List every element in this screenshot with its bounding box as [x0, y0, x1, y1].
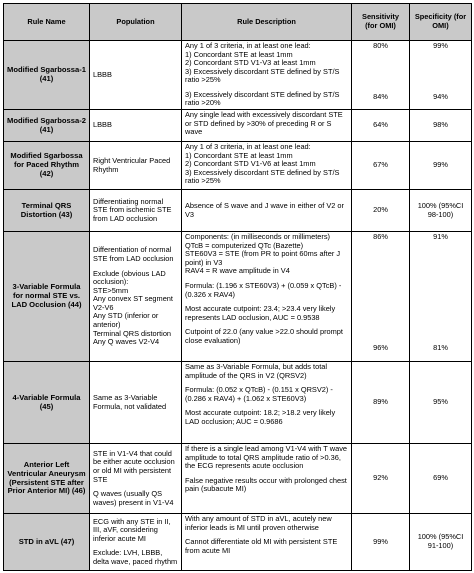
omi-rules-table: [3, 3, 472, 571]
population-text: Any STD (inferior or anterior): [93, 311, 159, 329]
population-text: Any convex ST segment V2-V6: [93, 294, 173, 312]
table-row: [4, 190, 472, 232]
description-text: 2) Concordant STD V1-V3 at least 1mm: [185, 58, 316, 68]
table-row: [4, 41, 472, 110]
description-cell: [182, 41, 352, 110]
population-text: STE in V1-V4 that could be either acute occlusion or old MI with persistent STE: [93, 448, 175, 484]
description-cell: [182, 142, 352, 190]
specificity-value: 81%: [433, 342, 448, 352]
description-text: 1) Concordant STE at least 1mm: [185, 150, 293, 160]
header-row: [4, 4, 472, 41]
description-cell: [182, 190, 352, 232]
description-text: Components: (in milliseconds or millimeters): [185, 232, 330, 242]
population-text: Exclude: LVH, LBBB, delta wave, paced rhythm: [93, 548, 178, 566]
header-rule-description: Rule Description: [182, 4, 352, 41]
specificity-value: 91%: [433, 232, 448, 242]
specificity-cell: 100% (95%CI 98-100): [410, 190, 472, 232]
description-text: Same as 3-Variable Formula, but adds total amplitude of the QRS in V2 (QRSV2): [185, 362, 327, 380]
population-cell: [90, 142, 182, 190]
population-cell: [90, 232, 182, 362]
description-text: STE60V3 = STE (from PR to point 60ms after J point) in V3: [185, 249, 341, 267]
specificity-cell: 98%: [410, 110, 472, 142]
header-rule-name: Rule Name: [4, 4, 90, 41]
sensitivity-value: 96%: [373, 342, 388, 352]
sensitivity-value: 86%: [373, 232, 388, 242]
population-cell: [90, 444, 182, 514]
sensitivity-cell: 92%: [352, 444, 410, 514]
sensitivity-value: 84%: [373, 91, 388, 101]
rule-name-cell: Modified Sgarbossa-2 (41): [4, 110, 90, 142]
description-text: Any 1 of 3 criteria, in at least one lead:: [185, 41, 311, 50]
population-text: Differentiating normal STE from ischemic STE from LAD occlusion: [93, 196, 172, 223]
description-text: 3) Excessively discordant STE defined by ST/S ratio >25%: [185, 167, 340, 186]
sensitivity-cell: 99%: [352, 514, 410, 571]
description-text: Most accurate cutpoint: 23.4; >23.4 very likely represents LAD occlusion, AUC = 0.9538: [185, 304, 336, 322]
table-row: [4, 110, 472, 142]
specificity-cell: 69%: [410, 444, 472, 514]
specificity-cell: 99%: [410, 142, 472, 190]
specificity-cell: [410, 41, 472, 110]
table-row: [4, 142, 472, 190]
population-text: Right Ventricular Paced Rhythm: [93, 155, 171, 174]
population-text: Q waves (usually QS waves) present in V1-V4: [93, 489, 174, 507]
population-cell: [90, 190, 182, 232]
rule-name-cell: Modified Sgarbossa for Paced Rhythm (42): [4, 142, 90, 190]
description-text: Formula: (1.196 x STE60V3) + (0.059 x QTcB) - (0.326 x RAV4): [185, 280, 342, 299]
sensitivity-cell: [352, 41, 410, 110]
description-text: Cannot differentiate old MI with persistent STE from acute MI: [185, 537, 338, 555]
description-cell: [182, 362, 352, 444]
population-text: Exclude (obvious LAD occlusion):: [93, 268, 166, 287]
table-row: [4, 232, 472, 362]
specificity-value: 94%: [433, 91, 448, 101]
population-text: LBBB: [93, 69, 112, 79]
rule-name-cell: STD in aVL (47): [4, 514, 90, 571]
description-text: 2) Concordant STD V1-V6 at least 1mm: [185, 159, 316, 169]
description-text: Any single lead with excessively discordant STE or STD defined by >30% of preceding R or S wave: [185, 110, 343, 137]
rule-name-cell: Modified Sgarbossa-1 (41): [4, 41, 90, 110]
specificity-cell: [410, 232, 472, 362]
header-population: Population: [90, 4, 182, 41]
population-text: ECG with any STE in II, III, aVF, considering inferior acute MI: [93, 516, 171, 543]
rule-name-cell: 4-Variable Formula (45): [4, 362, 90, 444]
header-sensitivity: Sensitivity (for OMI): [352, 4, 410, 41]
description-text: Formula: (0.052 x QTcB) - (0.151 x QRSV2) - (0.286 x RAV4) + (1.062 x STE60V3): [185, 385, 333, 403]
specificity-cell: 95%: [410, 362, 472, 444]
header-specificity: Specificity (for OMI): [410, 4, 472, 41]
sensitivity-cell: 67%: [352, 142, 410, 190]
population-text: Same as 3-Variable Formula, not validated: [93, 392, 167, 411]
description-text: 3) Excessively discordant STE defined by ST/S ratio >25%: [185, 66, 340, 85]
description-cell: [182, 514, 352, 571]
specificity-value: 99%: [433, 41, 448, 50]
description-text: 3) Excessively discordant STE defined by ST/S ratio >20%: [185, 89, 340, 108]
population-text: Differentiation of normal STE from LAD occlusion: [93, 245, 174, 263]
description-cell: [182, 110, 352, 142]
population-cell: [90, 41, 182, 110]
description-cell: [182, 232, 352, 362]
sensitivity-cell: [352, 232, 410, 362]
description-text: False negative results occur with prolonged chest pain (subacute MI): [185, 475, 347, 494]
description-text: QTcB = computerized QTc (Bazette): [185, 240, 304, 250]
sensitivity-value: 80%: [373, 41, 388, 50]
description-text: Cutpoint of 22.0 (any value >22.0 should prompt close evaluation): [185, 327, 343, 345]
sensitivity-cell: 89%: [352, 362, 410, 444]
population-text: Terminal QRS distortion: [93, 328, 172, 338]
description-text: Absence of S wave and J wave in either of V2 or V3: [185, 200, 344, 219]
sensitivity-cell: 20%: [352, 190, 410, 232]
description-text: If there is a single lead among V1-V4 with T wave amplitude to total QRS amplitude ratio of >0.36, the ECG represents acute occlusion: [185, 444, 347, 471]
population-text: LBBB: [93, 120, 112, 130]
table-row: [4, 362, 472, 444]
rule-name-cell: Terminal QRS Distortion (43): [4, 190, 90, 232]
table-row: [4, 514, 472, 571]
population-cell: [90, 110, 182, 142]
rule-name-cell: 3-Variable Formula for normal STE vs. LAD Occlusion (44): [4, 232, 90, 362]
rules-table-container: [3, 3, 471, 570]
rule-name-cell: Anterior Left Ventricular Aneurysm (Persistent STE after Prior Anterior MI) (46): [4, 444, 90, 514]
population-text: Any Q waves V2-V4: [93, 337, 160, 347]
sensitivity-cell: 64%: [352, 110, 410, 142]
population-cell: [90, 514, 182, 571]
description-text: 1) Concordant STE at least 1mm: [185, 49, 293, 59]
description-text: With any amount of STD in aVL, acutely new inferior leads is MI until proven otherwise: [185, 514, 332, 532]
population-cell: [90, 362, 182, 444]
table-row: [4, 444, 472, 514]
description-cell: [182, 444, 352, 514]
description-text: Any 1 of 3 criteria, in at least one lead:: [185, 142, 311, 152]
population-text: STE>5mm: [93, 285, 129, 295]
description-text: Most accurate cutpoint: 18.2; >18.2 very likely LAD occlusion; AUC = 0.9686: [185, 408, 336, 426]
description-text: RAV4 = R wave amplitude in V4: [185, 266, 290, 276]
specificity-cell: 100% (95%CI 91-100): [410, 514, 472, 571]
